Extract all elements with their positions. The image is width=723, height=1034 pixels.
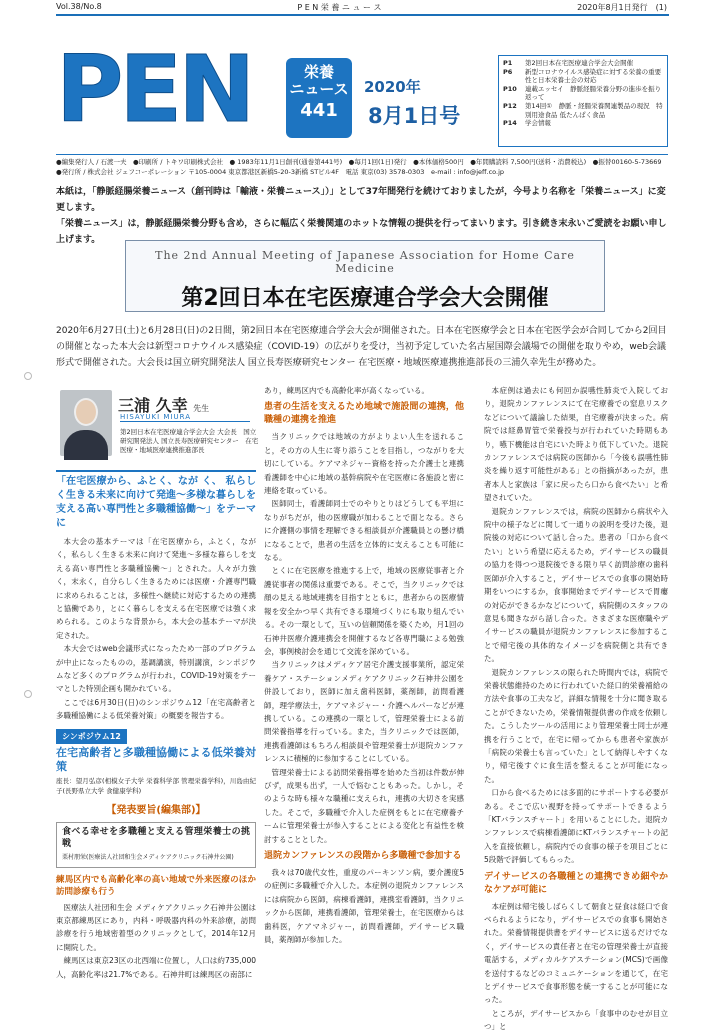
toc-item[interactable]: P10 連載エッセイ 静脈経腸栄養分野の進歩を振り返って (503, 84, 662, 102)
column-3: 本症例は過去にも何回か誤嚥性肺炎で入院しており，退院カンファレンスにて在宅療養での窒息リスクなどについて議論した結果，自宅療養が決まった。病院では経鼻胃管で栄養投与が行われていた時期もあり，嚥下機能は自宅にいた時より低下していた。退院カンファレンスでは病院の医師から「今後も誤嚥性肺炎を繰り返す可能性がある」との指摘があったが，患者本人と家族は「家に戻ったら口から食べたい」と希望されていた。 退院カンファレンスでは，病院の医師から病状や入院中の様子などに関して一通りの説明を受けた後，退院後の対応について話し合った。患者の「口から食べたい」という希望に応えるため，デイサービスの職員の協力を得つつ退院後できる限り早く訪問診療の歯科医師が介入すること，デイサービスでの食事の開始時期をいつにするか，食事開始までデイサービスで胃瘻の対応ができるかなどについて，病院側のスタッフの意見も聞きながら話し合った。さまざまな医療職やデイサービスの職員が退院カンファレンスに参加することで帰宅後の具体的なイメージを病院側と共有できた。 退院カンファレンスの限られた時間内では，病院で栄養状態維持のために行われていた経口的栄養補給の方法や食事の工夫など，詳細な情報を十分に聞き取ることができないため，栄養情報提供書の作成を依頼した。こうしたツールの活用により管理栄養士同士が連携を行うことで，在宅に帰ってからも患者や家族が「病院の栄養士も言っていた」として納得しやすくなり，帰宅後すぐに食生活を整えることが可能になった。 口から食べるためには多面的にサポートする必要がある。そこで広い視野を持ってサポートできるよう「KTバランスチャート」を用いることにした。退院カンファレンスで病棟看護師にKTバランスチャートの記入を直接依頼し，病院内での食事の様子を項目ごとに5段階で評価してもらった。 デイサービスの各職種との連携できめ細やかなケアが可能に 本症例は帰宅後しばらくして朝食と昼食は経口で食べられるようになり，デイサービスでの食事も開始された。栄養情報提供書をデイサービスに送るだけでなく，デイサービスの責任者と在宅の管理栄養士が直接電話する，メディカルケアステーション(MCS)で画像を送付するなどのコミュニケーションを通じて，在宅とデイサービスで食事形態を統一することが可能になった。 ところが，デイサービスから「食事中のむせが目立つ」と (484, 386, 668, 1032)
toc-item[interactable]: P6 新型コロナウイルス感染症に対する栄養の重要性と日本栄養士会の対応 (503, 67, 662, 85)
symposium-chairs: 座長：望月弘彦(相模女子大学 栄養科学部 管理栄養学科)，川島由紀子(長野県立大学 食健康学科) (56, 777, 256, 796)
speaker-photo (60, 390, 112, 456)
header-rule (56, 14, 669, 16)
eiyo-news-badge: 栄養 ニュース 441 (286, 58, 352, 138)
publication-info: ●編集発行人 / 石渡一夫 ●印刷所 / トキワ印刷株式会社 ● 1983年11月1日創刊(通巻第441号) ●毎月1回(1日)発行 ●本体価格500円 ●年間購読料 7,500円(送料・消費税込) ●振替00160-5-73669 ●発行所 / 株式会社 ジェフコーポレーション 〒105-0004 東京都港区新橋5-20-3新橋 STビル4F 電話 東京(03) 3578-0303 e-mail : info@jeff.co.jp (56, 154, 668, 177)
issue-year: 2020年 (364, 78, 421, 96)
running-header (0, 0, 723, 14)
toc-item[interactable]: P14 学会情報 (503, 119, 551, 128)
toc-item[interactable]: P1 第2回日本在宅医療連合学会大会開催 (503, 59, 634, 67)
column-2: あり，練馬区内でも高齢化率が高くなっている。 患者の生活を支えるため地域で施設間の連携，他職種の連携を推進 当クリニックでは地域の方がよりよい人生を送れること，その方の人生に寄り添うことを目指し，つながりを大切にしている。ケアマネジャー資格を持った介護士と連携看護師を中心に地域の基幹病院や在宅医療に各施設と密に連絡を取っている。 医師同士，看護師同士でのやりとりはどうしても平坦になりがちだが，他の医療職が加わることで面となる。さらに介護側の事情を理解できる相談員が介護職員との懸け橋になることで，患者の生活を立体的に支えることも可能になる。 とくに在宅医療を推進する上で，地域の医療従事者と介護従事者の関係は重要である。そこで，当クリニックでは顔の見える地域連携を目指すとともに，患者からの医療情報を安全かつ早く共有できる環境づくりにも取り組んでいる。その一環として，互いの信頼関係を築くため，月1回の石神井医療介護連携会を開催するなど各専門職による勉強会，事例検討会を通じて交流を深めている。 当クリニックはメディケア居宅介護支援事業所，認定栄養ケア・ステーションメディケアクリニック石神井公園を併設しており，医師に加え歯科医師，薬剤師，訪問看護師，理学療法士，ケアマネジャー・介護ヘルパーなどが連携している。この連携の一環として，管理栄養士による訪問栄養指導を行っている。また，当クリニックでは医師，連携看護師はもちろん相談員や管理栄養士が退院カンファレンスに積極的に参加することにしている。 管理栄養士による訪問栄養指導を始めた当初は件数が伸びず，成果も出ず，一人で悩むこともあった。しかし，そのような時も様々な職種に支えられ，連携の大切さを実感した。そこで，多職種で介入した症例をもとに在宅療養チームに管理栄養士が参入することによる変化と有益性を検討することとした。 退院カンファレンスの段階から多職種で参加する 我々は70歳代女性，重度のパーキンソン病，要介護度5の症例に多職種で介入した。本症例の退院カンファレンスには病院から医師，病棟看護師，連携室看護師，当クリニックから医師，連携看護師，管理栄養士，在宅医療からは歯科医，ケアマネジャー，訪問看護師，デイサービス職員，薬剤師が参加した。 (264, 386, 464, 945)
subheading: デイサービスの各職種との連携できめ細やかなケアが可能に (484, 871, 668, 895)
speaker-name: 三浦 久幸 先生 (118, 396, 210, 415)
issue-month-day: 8月1日号 (368, 104, 461, 128)
symposium-tab: シンポジウム12 (56, 729, 127, 744)
column-1: 「在宅医療から、ふとく、なが く、 私らしく生きる未来に向けて発進～多様な暮らしを支える高い専門性と多職種協働～」をテーマに 本大会の基本テーマは「在宅医療から，ふとく，ながく，私らしく生きる未来に向けて発進～多様な暮らしを支える高い専門性と多職種協働～」とされた。人々が力強く，末永く，自分らしく生きるためには医療・介護専門職に求められることは，多様性へ継続に対応するための連携と協働であり，とにく暮らしを支える在宅医療では強く求められる。このような背景から，本大会の基本テーマが決定された。 本大会ではweb会議形式になったため一部のプログラムが中止になったものの，基調講演，特別講演，シンポジウムなど多くのプログラムが行われ，COVID-19対策をテーマとした特別企画も開かれている。 ここでは6月30日(日)のシンポジウム12「在宅高齢者と多職種協働による低栄養対策」の概要を報告する。 シンポジウム12 在宅高齢者と多職種協働による低栄養対策 座長：望月弘彦(相模女子大学 栄養科学部 管理栄養学科)，川島由紀子(長野県立大学 食健康学科) 【発表要旨(編集部)】 食べる幸せを多職種と支える管理栄養士の挑戦 栗村朋栄(医療法人社団和生会メディケアクリニック石神井公園) 練馬区内でも高齢化率の高い地域で外来医療のほか訪問診療も行う 医療法人社団和生会 メディケアクリニック石神井公園は東京都練馬区にあり，内科・呼吸器内科の外来診療，訪問診療を行う地域密着型のクリニックとして，2014年12月に開院した。 練馬区は東京23区の北西端に位置し，人口は約735,000人，高齢化率は21.7%である。石神井町は練馬区の南部に (56, 470, 256, 981)
binding-hole (24, 372, 32, 380)
symposium-title: 在宅高齢者と多職種協働による低栄養対策 (56, 746, 256, 774)
issue-date: 2020年8月1日発行 (1) (577, 3, 667, 12)
rename-notice: 本紙は，「静脈経腸栄養ニュース（創刊時は「輸液・栄養ニュース」）」として37年間発行を続けておりましたが，今号より名称を「栄養ニュース」に変更します。 「栄養ニュース」は，静脈経腸栄養分野も含め，さらに幅広く栄養関連のホットな情報の提供を行ってまいります。引き続き末永いご愛読をお願い申し上げます。 (56, 187, 667, 245)
paper-name: P E N 栄 養 ニ ュ ー ス (297, 3, 382, 12)
lead-paragraph: 2020年6月27日(土)と6月28日(日)の2日間，第2回日本在宅医療連合学会大会が開催された。日本在宅医療学会と日本在宅医学会が合同してから2回目の開催となった本大会は新型コロナウイルス感染症（COVID-19）の広がりを受け，当初予定していた名古屋国際会議場での開催を取りやめ，web会議形式で開催された。大会長は国立研究開発法人 国立長寿医療研究センター 在宅医療・地域医療連携推進部長の三浦久幸先生が務めた。 (56, 326, 667, 368)
banner-english-title: The 2nd Annual Meeting of Japanese Association for Home Care Medicine (155, 249, 575, 275)
toc-item[interactable]: P12 第14回① 静脈・経腸栄養関連製品の現況 特別用途食品 低たんぱく食品 (503, 101, 663, 119)
binding-hole (24, 690, 32, 698)
presentation-title-box: 食べる幸せを多職種と支える管理栄養士の挑戦 栗村朋栄(医療法人社団和生会メディケアクリニック石神井公園) (56, 822, 256, 868)
volume-number: Vol.38/No.8 (56, 2, 102, 11)
speaker-affiliation: 第2回日本在宅医療連合学会大会 大会長 国立研究開発法人 国立長寿医療研究センター 在宅医療・地域医療連携推進部長 (120, 428, 259, 454)
subheading: 練馬区内でも高齢化率の高い地域で外来医療のほか訪問診療も行う (56, 874, 256, 897)
report-label: 【発表要旨(編集部)】 (106, 805, 206, 817)
subheading: 患者の生活を支えるため地域で施設間の連携，他職種の連携を推進 (264, 402, 464, 426)
subheading: 退院カンファレンスの段階から多職種で参加する (264, 851, 462, 861)
article-banner (125, 240, 605, 312)
pen-logo: PEN (56, 36, 252, 143)
banner-japanese-title: 第2回日本在宅医療連合学会大会開催 (181, 286, 549, 311)
theme-heading: 「在宅医療から、ふとく、なが く、 私らしく生きる未来に向けて発進～多様な暮らしを支える高い専門性と多職種協働～」をテーマに (56, 470, 256, 531)
table-of-contents (498, 55, 668, 147)
speaker-roman-name: HISAYUKI MIURA (120, 413, 250, 422)
